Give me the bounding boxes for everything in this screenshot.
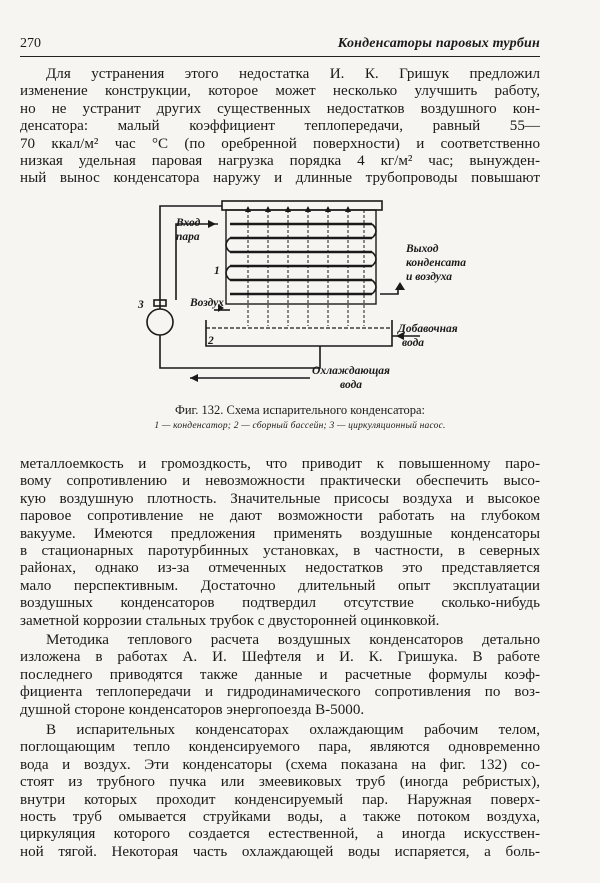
collecting-basin [206,320,392,346]
text-line: мало перспективным. Достаточно длительный опыт эксплуатации [20,577,540,594]
text-line: вому сопротивлению и невозможности практически обеспечить высо- [20,473,540,490]
text-line: последнего приводятся также данные и расчетные формулы коэф- [20,666,540,683]
text-line: низкая удельная паровая нагрузка порядка 4 кг/м² час; вынужден- [20,153,540,170]
label-steam-inlet-2: пара [176,231,200,243]
text-line: ной тягой. Некоторая часть охлаждающей воды испаряется, а боль- [20,843,540,860]
label-air: Воздух [190,297,224,309]
running-title: Конденсаторы паровых турбин [337,36,540,51]
text-line: В испарительных конденсаторах охлаждающим рабочим телом, [46,722,540,738]
label-number-2: 2 [208,335,214,347]
text-line: но не устранит других существенных недостатков воздушного кон- [20,100,540,117]
label-cooling-1: Охлаждающая [312,365,390,377]
text-line: районах, однако из-за отмеченных недостатков это представляется [20,560,540,577]
text-line: ный вынос конденсатора наружу и длинные трубопроводы повышают [20,170,540,187]
page-number: 270 [20,36,41,51]
figure-caption-title: Фиг. 132. Схема испарительного конденсатора: [174,403,426,417]
label-makeup-1: Добавочная [398,323,458,335]
label-outlet-3: и воздуха [406,271,453,283]
paragraph-1 [20,66,540,188]
text-line: внутри которых проходит конденсируемый пар. Наружная поверх- [20,791,540,808]
figure-evaporative-condenser [130,198,490,394]
water-streams [248,210,364,326]
label-number-3: 3 [138,299,144,311]
text-line: заметной коррозии стальных трубок с двусторонней оцинковкой. [20,612,440,629]
figure-caption-legend: 1 — конденсатор; 2 — сборный бассейн; 3 — циркуляционный насос. [154,421,446,431]
label-number-1: 1 [214,265,220,277]
text-line: Методика теплового расчета воздушных конденсаторов детально [46,632,540,648]
label-outlet-2: конденсата [406,257,466,269]
text-line: вода и воздух. Эти конденсаторы (схема показана на фиг. 132) со- [20,756,540,773]
text-line: стоят из трубного пучка или змеевиковых труб (иногда ребристых), [20,774,540,791]
paragraph-3 [20,632,540,719]
paragraph-4 [20,722,540,861]
steam-header [222,201,382,210]
text-line: денсатора: малый коэффициент теплопередачи, равный 55— [20,118,540,135]
text-line: кую воздушную плотность. Значительные присосы воздуха и высокое [20,490,540,507]
label-makeup-2: вода [402,337,425,349]
paragraph-2 [20,456,540,630]
label-steam-inlet-1: Вход [176,217,201,229]
text-line: ность труб омывается струйками воды, а также потоком воздуха, [20,809,540,826]
text-line: циркуляция которого создается естественной, а иногда искусствен- [20,826,540,843]
text-line: паровое сопротивление не дают возможности работать на глубоком [20,508,540,525]
circulation-pump [147,309,173,335]
tube-bundle [230,224,372,294]
text-line: изложена в работах А. И. Шефтеля и И. К. Гришука. В работе [20,649,540,666]
condenser-diagram [130,198,490,394]
text-line: 70 ккал/м² час °С (по оребренной поверхности) и соответственно [20,135,540,152]
text-line: Для устранения этого недостатка И. К. Гришук предложил [46,66,540,82]
text-line: воздушных конденсаторов подтвердил отсутствие сколько-нибудь [20,595,540,612]
page-header [20,34,540,57]
text-line: в стационарных паротурбинных установках, в частности, в северных [20,543,540,560]
text-line: изменение конструкции, которое может несколько улучшить работу, [20,83,540,100]
label-cooling-2: вода [340,379,363,391]
label-outlet-1: Выход [406,243,439,255]
text-line: металлоемкость и громоздкость, что приводит к повышенному паро- [20,456,540,472]
text-line: поглощающим тепло конденсируемого пара, являются одновременно [20,739,540,756]
text-line: душной стороне конденсаторов энергопоезда В-5000. [20,701,365,718]
text-line: вакууме. Имеются предложения применять воздушные конденсаторы [20,525,540,542]
text-line: фициента теплопередачи и гидродинамического сопротивления по воз- [20,684,540,701]
